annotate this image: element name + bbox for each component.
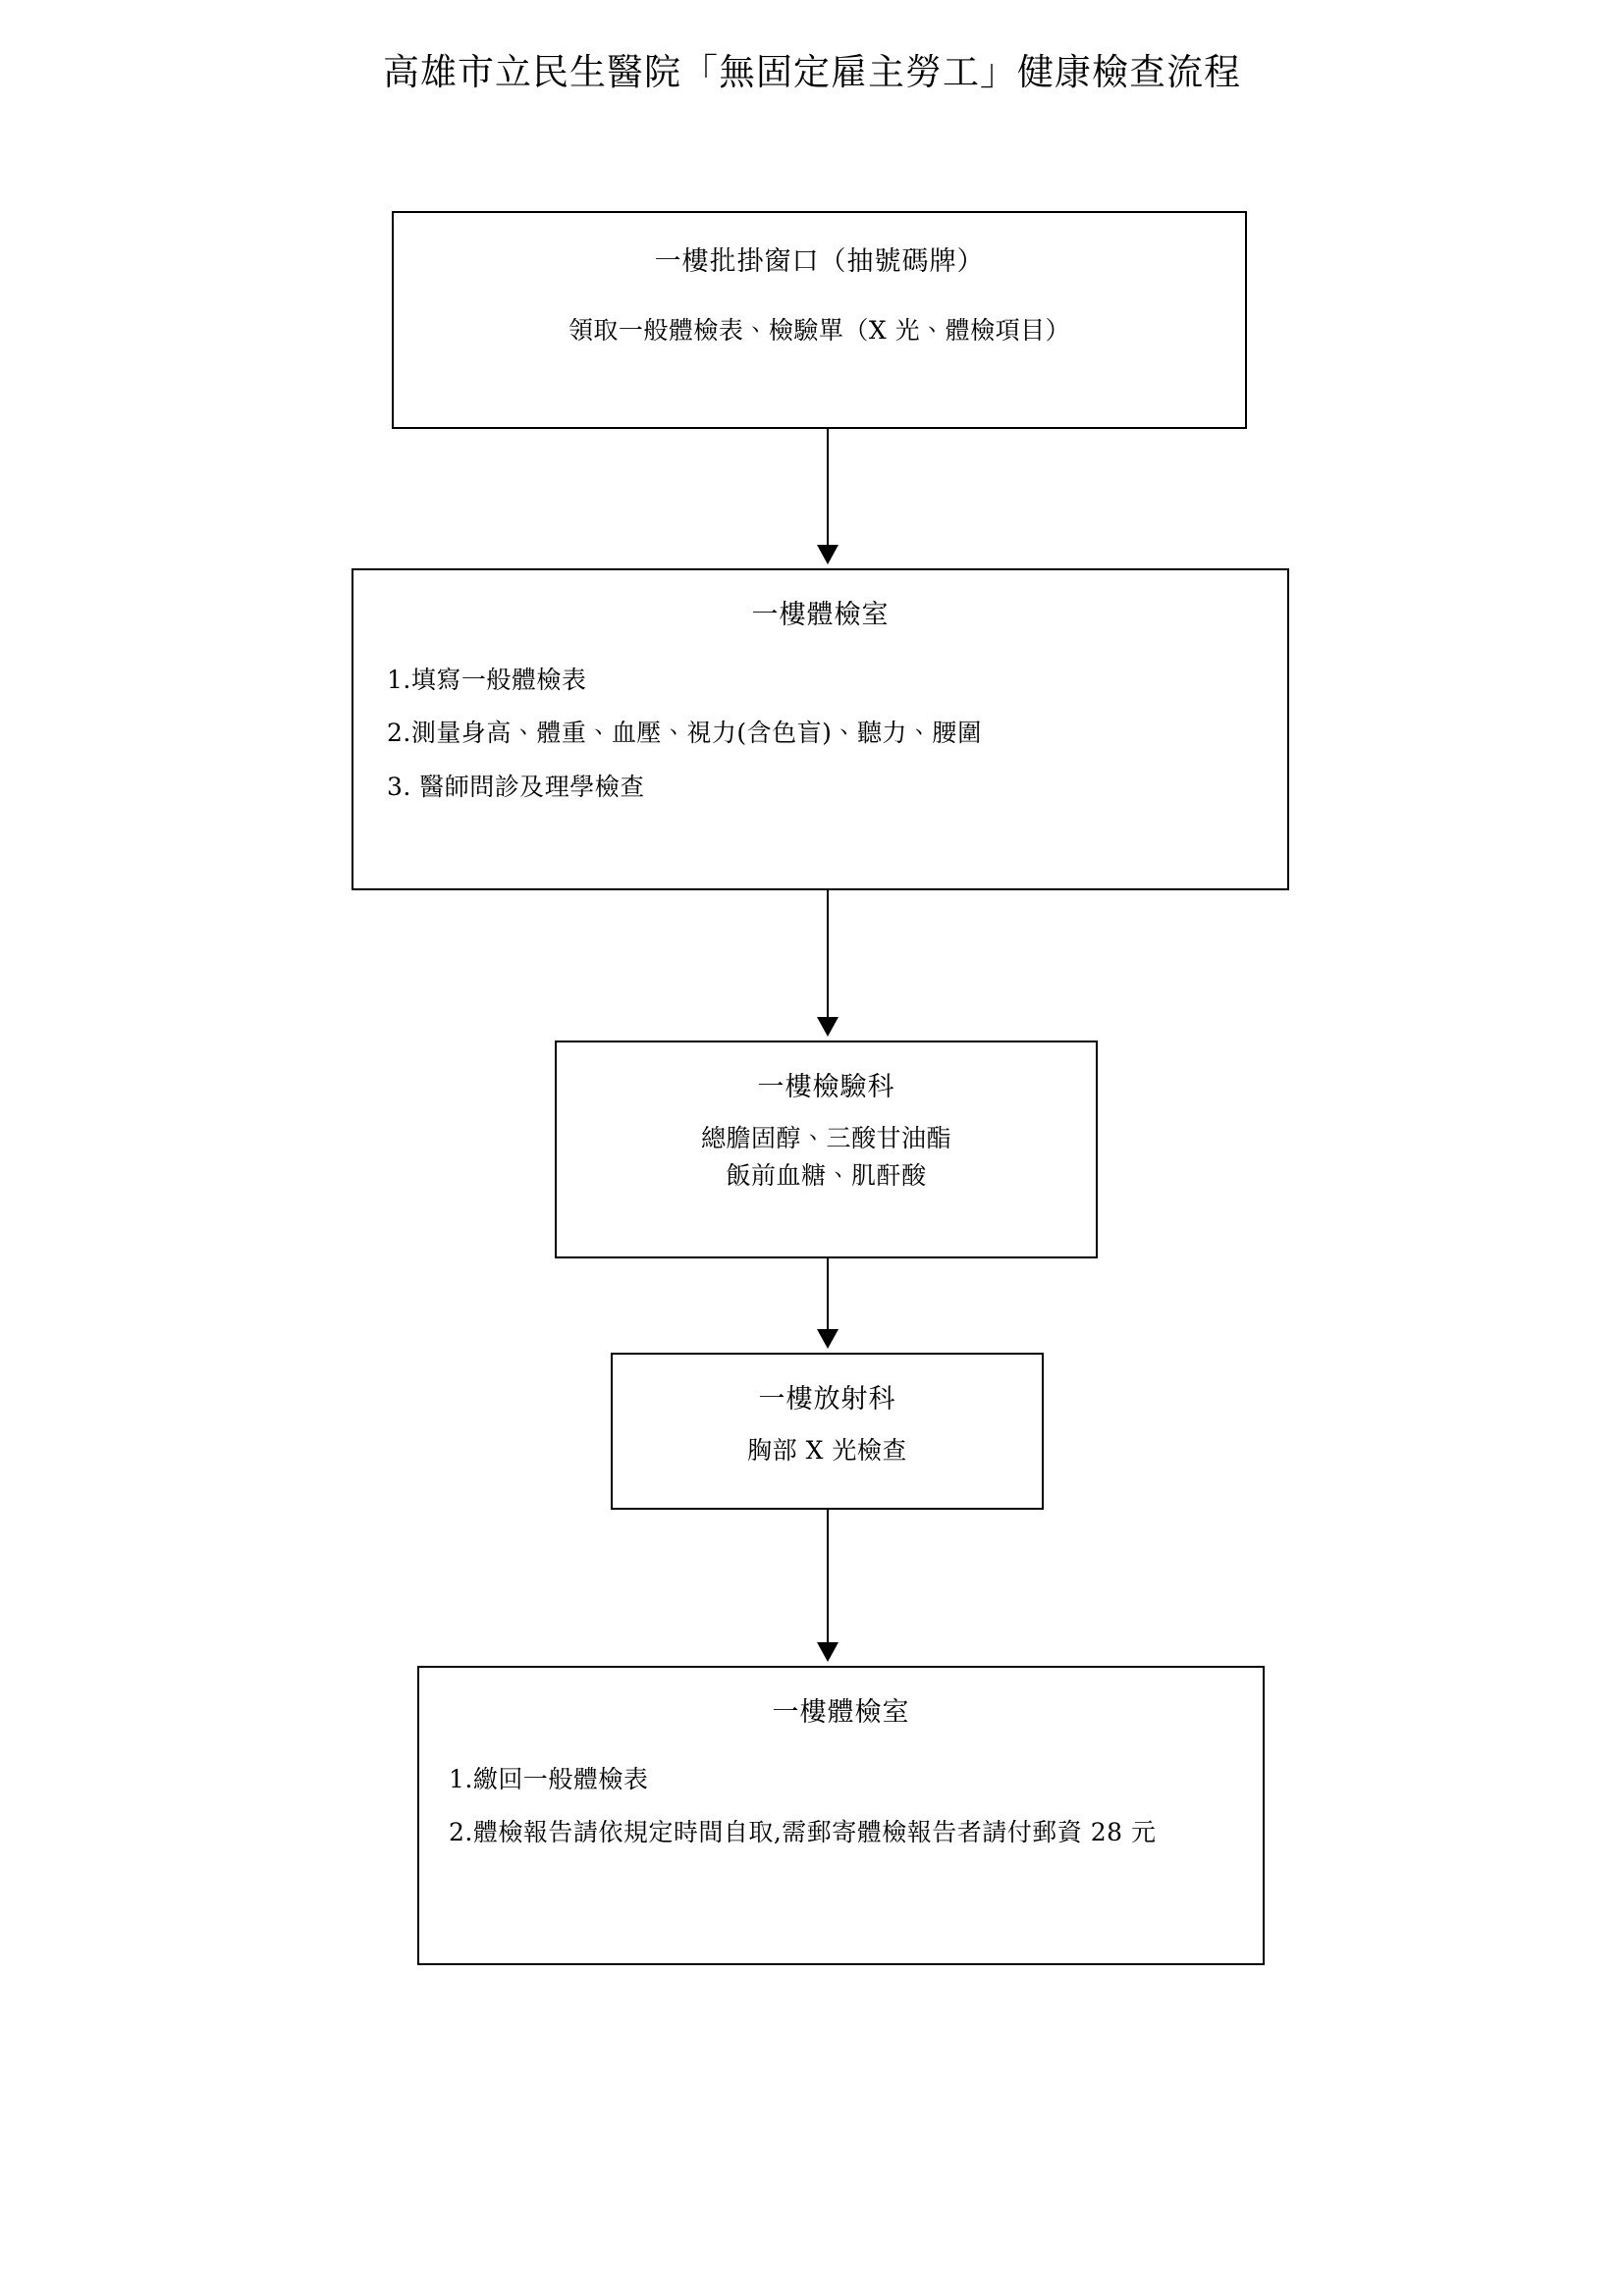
connector-line-3 bbox=[827, 1258, 829, 1333]
flow-step-heading: 一樓放射科 bbox=[758, 1384, 896, 1415]
flow-step-line: 飯前血糖、肌酐酸 bbox=[726, 1161, 927, 1191]
flow-step-line: 胸部 X 光檢查 bbox=[747, 1435, 907, 1465]
flow-step-line: 領取一般體檢表、檢驗單（X 光、體檢項目） bbox=[568, 315, 1071, 345]
flow-step-radiology bbox=[611, 1353, 1044, 1510]
connector-line-1 bbox=[827, 429, 829, 549]
flow-step-heading: 一樓批掛窗口（抽號碼牌） bbox=[654, 246, 985, 277]
flow-step-list bbox=[449, 1761, 1233, 1853]
flow-step-laboratory bbox=[555, 1041, 1098, 1258]
list-item: 2.體檢報告請依規定時間自取,需郵寄體檢報告者請付郵資 28 元 bbox=[449, 1818, 1157, 1847]
list-item: 1.填寫一般體檢表 bbox=[387, 665, 587, 694]
flow-step-line: 總膽固醇、三酸甘油酯 bbox=[700, 1123, 951, 1152]
flow-step-exam-room-first bbox=[352, 568, 1289, 890]
down-arrow-icon-2 bbox=[817, 1017, 839, 1037]
down-arrow-icon-4 bbox=[817, 1642, 839, 1662]
flow-step-heading: 一樓體檢室 bbox=[751, 600, 890, 630]
flow-step-heading: 一樓體檢室 bbox=[772, 1697, 910, 1728]
flow-step-reception bbox=[392, 211, 1247, 429]
down-arrow-icon-1 bbox=[817, 545, 839, 564]
flow-step-list bbox=[387, 662, 1254, 807]
down-arrow-icon-3 bbox=[817, 1329, 839, 1349]
list-item: 3. 醫師問診及理學檢查 bbox=[387, 773, 645, 801]
list-item: 2.測量身高、體重、血壓、視力(含色盲)、聽力、腰圍 bbox=[387, 719, 983, 748]
list-item: 1.繳回一般體檢表 bbox=[449, 1764, 649, 1793]
flow-step-heading: 一樓檢驗科 bbox=[757, 1072, 895, 1102]
flow-step-exam-room-final bbox=[417, 1666, 1265, 1965]
page-title: 高雄市立民生醫院「無固定雇主勞工」健康檢查流程 bbox=[383, 51, 1241, 93]
connector-line-4 bbox=[827, 1510, 829, 1646]
connector-line-2 bbox=[827, 890, 829, 1021]
